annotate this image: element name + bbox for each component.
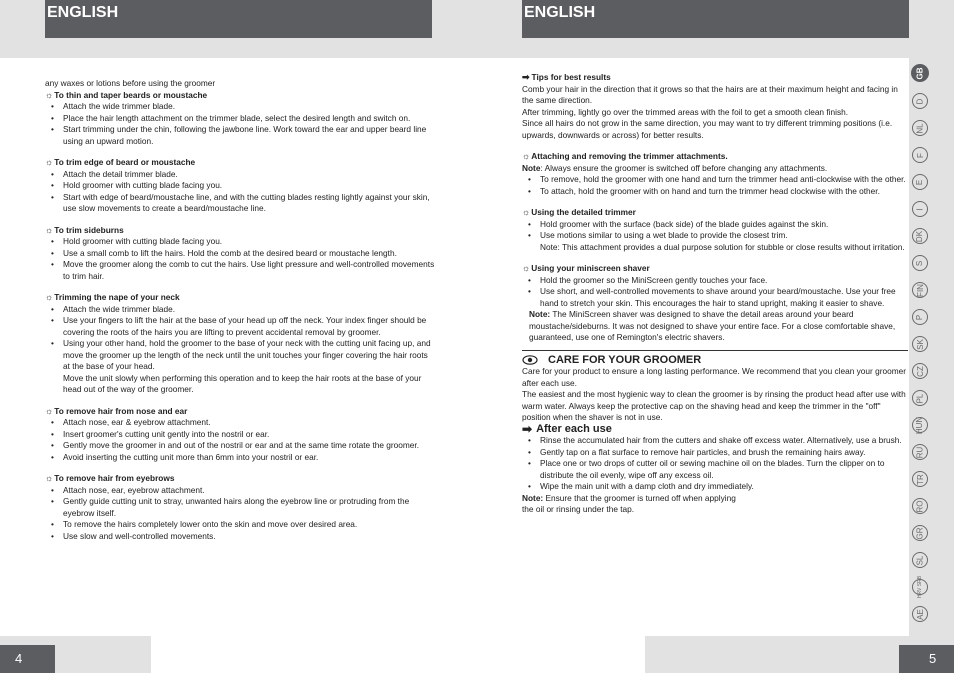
section-heading: ☼Using your miniscreen shaver (522, 263, 650, 273)
section-heading: ☼Trimming the nape of your neck (45, 292, 180, 302)
list-item: • Avoid inserting the cutting unit more than 6mm into your nostril or ear. (45, 452, 435, 464)
arrow-right-icon: ➡ (522, 72, 530, 82)
list-item: • Use slow and well-controlled movements. (45, 531, 435, 543)
attach-note: Note: Always ensure the groomer is switched off before changing any attachments. (522, 162, 828, 173)
lang-tab-dk[interactable]: DK (912, 228, 928, 244)
care-heading: CARE FOR YOUR GROOMER (522, 355, 908, 367)
lang-tab-f[interactable]: F (912, 147, 928, 163)
list-item: • Hold groomer with cutting blade facing you. (45, 180, 435, 192)
section-list (522, 174, 908, 197)
after-note: the oil or rinsing under the tap. (522, 504, 635, 514)
section-heading: ☼To remove hair from nose and ear (45, 405, 188, 416)
lang-tab-gr[interactable]: GR (912, 525, 928, 541)
lang-tab-i[interactable]: I (912, 201, 928, 217)
list-item: • Attach the wide trimmer blade. (45, 304, 435, 316)
list-item: • Use motions similar to using a wet blade to provide the closest trim. (522, 230, 908, 242)
tips-paragraph: After trimming, lightly go over the trimmed areas with the foil to get a smooth clean finish. (522, 106, 849, 117)
gear-icon: ☼ (45, 473, 54, 483)
section-list (45, 304, 435, 373)
divider (522, 350, 908, 351)
care-paragraph: The easiest and the most hygienic way to clean the groomer is by rinsing the product head after use with warm water. Always keep the protective cap on the shaving head and keep the trimmer in the "off" position when the shaver is not in use. (522, 389, 906, 422)
section-list (45, 236, 435, 282)
care-paragraph: Care for your product to ensure a long lasting performance. We recommend that you clean your groomer after each use. (522, 366, 907, 388)
detail-note: Note: This attachment provides a dual purpose solution for stubble or close results without irritation. (540, 241, 905, 252)
lang-tab-gb[interactable]: GB (911, 64, 929, 82)
list-item: • Hold groomer with the surface (back side) of the blade guides against the skin. (522, 219, 908, 231)
list-item: • Using your other hand, hold the groomer to the base of your neck with the cutting unit facing up, and move the groomer up the length of the neck until the unit touches your finger covering the hair roots at the base of your head. (45, 338, 435, 373)
after-note: Note: Ensure that the groomer is turned off when applying (522, 492, 736, 503)
section-heading: ☼To remove hair from eyebrows (45, 473, 175, 483)
section-heading: ☼Attaching and removing the trimmer attachments. (522, 151, 728, 161)
lang-tab-nl[interactable]: NL (912, 120, 928, 136)
mini-note: Note: The MiniScreen shaver was designed to shave the detail areas around your beard moustache/sideburns. It was not designed to shave your entire face. For a close comfortable shave, guaranteed, use one of Remington's electric shavers. (529, 309, 896, 342)
section-list (522, 435, 908, 493)
list-item: • Hold the groomer so the MiniScreen gently touches your face. (522, 275, 908, 287)
lang-tab-ro[interactable]: RO (912, 498, 928, 514)
list-item: • Rinse the accumulated hair from the cutters and shake off excess water. Alternatively, use a brush. (522, 435, 908, 447)
list-item: • Attach the detail trimmer blade. (45, 169, 435, 181)
lang-tab-fin[interactable]: FIN (912, 282, 928, 298)
page-number-right: 5 (899, 645, 954, 673)
gear-icon: ☼ (45, 405, 54, 416)
tips-paragraph: Comb your hair in the direction that it grows so that the hairs are at their maximum height and facing in the same direction. (522, 83, 898, 105)
lang-tab-hrv-srb[interactable]: HRV SRB (912, 579, 928, 595)
lang-tab-ae[interactable]: AE (912, 606, 928, 622)
gear-icon: ☼ (522, 207, 531, 217)
left-column (45, 78, 435, 542)
gear-icon: ☼ (522, 151, 531, 161)
list-item: • Use short, and well-controlled movements to shave around your beard/moustache. Use your free hand to stretch your skin. This encourages the hair to stand upright, making it easier to shave. (522, 286, 908, 309)
header-title-left: ENGLISH (47, 4, 119, 21)
list-item: • Insert groomer's cutting unit gently into the nostril or ear. (45, 429, 435, 441)
lang-tab-sk[interactable]: SK (912, 336, 928, 352)
gear-icon: ☼ (45, 157, 54, 167)
after-heading: ➡ After each use (522, 421, 612, 436)
gear-icon: ☼ (522, 263, 531, 273)
list-item: • Gently move the groomer in and out of the nostril or ear and at the same time rotate the groomer. (45, 440, 435, 452)
list-item: • Attach nose, ear, eyebrow attachment. (45, 485, 435, 497)
list-item: • Attach the wide trimmer blade. (45, 101, 435, 113)
gear-icon: ☼ (45, 89, 54, 100)
section-list (45, 417, 435, 463)
tips-paragraph: Since all hairs do not grow in the same direction, you may want to try different trimming positions (i.e. upwards, downwards or across) for better results. (522, 118, 893, 140)
lang-tab-s[interactable]: S (912, 255, 928, 271)
lang-tab-p[interactable]: P (912, 309, 928, 325)
section-list (45, 101, 435, 147)
lang-tab-hun[interactable]: HUN (912, 417, 928, 433)
list-item: • Wipe the main unit with a damp cloth and dry immediately. (522, 481, 908, 493)
section-heading: ☼Using the detailed trimmer (522, 207, 636, 217)
lang-tab-cz[interactable]: CZ (912, 363, 928, 379)
section-note: Move the unit slowly when performing this operation and to keep the hair roots at the base of your head out of the way of the groomer. (63, 372, 422, 394)
list-item: • Use your fingers to lift the hair at the base of your head up off the neck. Your index finger should be covering the roots of the hairs you are lifting to prevent accidental removal by groomer. (45, 315, 435, 338)
gear-icon: ☼ (45, 224, 54, 235)
section-list (45, 169, 435, 215)
section-list (522, 275, 908, 310)
list-item: • Hold groomer with cutting blade facing you. (45, 236, 435, 248)
intro-text: any waxes or lotions before using the groomer (45, 78, 216, 88)
gear-icon: ☼ (45, 292, 54, 302)
lang-tab-d[interactable]: D (912, 93, 928, 109)
tips-heading: ➡ Tips for best results (522, 72, 611, 82)
list-item: • Start with edge of beard/moustache line, and with the cutting blades resting lightly against your skin, use slow movements to create a beard/moustache line. (45, 192, 435, 215)
language-sidebar (909, 58, 954, 636)
page-header-left (45, 0, 432, 38)
eye-icon (522, 355, 538, 365)
lang-tab-pl[interactable]: PL (912, 390, 928, 406)
page-header-right (522, 0, 909, 38)
right-column (522, 72, 908, 516)
section-heading: ☼To thin and taper beards or moustache (45, 89, 208, 100)
lang-tab-sl[interactable]: SL (912, 552, 928, 568)
list-item: • Use a small comb to lift the hairs. Hold the comb at the desired beard or moustache length. (45, 248, 435, 260)
list-item: • Start trimming under the chin, following the jawbone line. Work toward the ear and upper beard line using an upward motion. (45, 124, 435, 147)
page-number-left: 4 (0, 645, 55, 673)
list-item: • Attach nose, ear & eyebrow attachment. (45, 417, 435, 429)
arrow-right-icon: ➡ (522, 421, 533, 436)
lang-tab-tr[interactable]: TR (912, 471, 928, 487)
list-item: • To attach, hold the groomer with on hand and turn the trimmer head clockwise with the other. (522, 186, 908, 198)
section-heading: ☼To trim sideburns (45, 224, 124, 235)
list-item: • Place one or two drops of cutter oil or sewing machine oil on the blades. Turn the clipper on to distribute the oil evenly, wipe off any excess oil. (522, 458, 908, 481)
lang-tab-e[interactable]: E (912, 174, 928, 190)
list-item: • Gently guide cutting unit to stray, unwanted hairs along the eyebrow line or protruding from the eyebrow itself. (45, 496, 435, 519)
lang-tab-ru[interactable]: RU (912, 444, 928, 460)
list-item: • To remove, hold the groomer with one hand and turn the trimmer head anti-clockwise with the other. (522, 174, 908, 186)
list-item: • Move the groomer along the comb to cut the hairs. Use light pressure and well-controlled movements to trim hair. (45, 259, 435, 282)
section-heading: ☼To trim edge of beard or moustache (45, 157, 196, 167)
list-item: • Place the hair length attachment on the trimmer blade, select the desired length and switch on. (45, 113, 435, 125)
list-item: • Gently tap on a flat surface to remove hair particles, and brush the remaining hairs away. (522, 447, 908, 459)
header-title-right: ENGLISH (524, 4, 596, 21)
list-item: • To remove the hairs completely lower onto the skin and move over desired area. (45, 519, 435, 531)
section-list (522, 219, 908, 242)
section-list (45, 485, 435, 543)
